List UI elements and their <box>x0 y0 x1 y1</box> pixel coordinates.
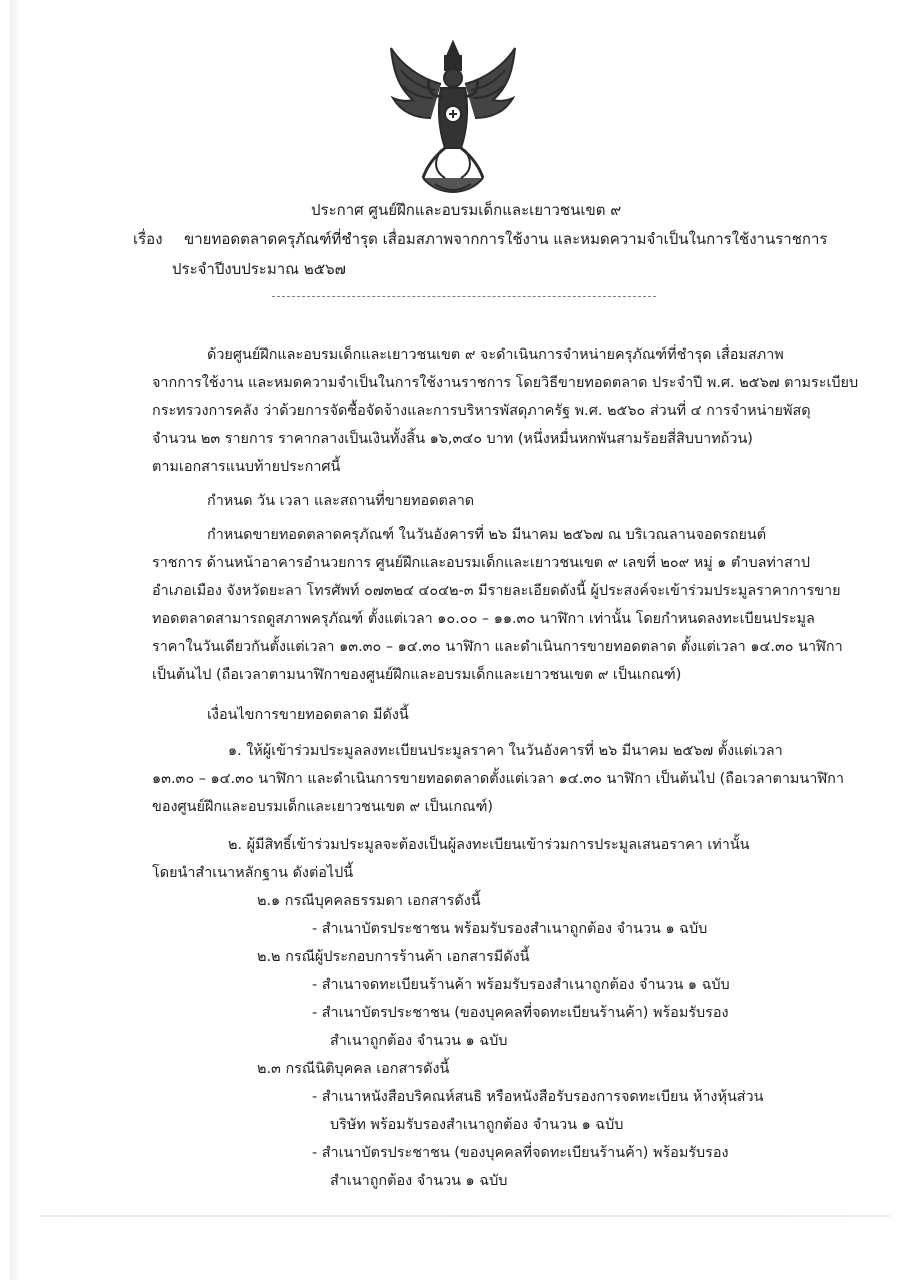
list-item: ๒.๑ กรณีบุคคลธรรมดา เอกสารดังนี้ <box>257 893 481 909</box>
body-line: อำเภอเมือง จังหวัดยะลา โทรศัพท์ ๐๗๓๒๔ ๔๐๔๒-๓ มีรายละเอียดดังนี้ ผู้ประสงค์จะเข้าร่วมประมูลราคาการขาย <box>152 583 841 599</box>
body-line: ๒. ผู้มีสิทธิ์เข้าร่วมประมูลจะต้องเป็นผู้ลงทะเบียนเข้าร่วมการประมูลเสนอราคา เท่านั้น <box>228 837 750 853</box>
list-item: ๒.๒ กรณีผู้ประกอบการร้านค้า เอกสารมีดังนี้ <box>257 949 530 965</box>
list-item: สำเนาถูกต้อง จำนวน ๑ ฉบับ <box>330 1173 508 1189</box>
body-line: ราชการ ด้านหน้าอาคารอำนวยการ ศูนย์ฝึกและอบรมเด็กและเยาวชนเขต ๙ เลขที่ ๒๐๙ หมู่ ๑ ตำบลท่าสาป <box>152 555 810 571</box>
separator-dashes <box>272 296 656 297</box>
body-line: ของศูนย์ฝึกและอบรมเด็กและเยาวชนเขต ๙ เป็นเกณฑ์) <box>152 799 494 815</box>
list-item: บริษัท พร้อมรับรองสำเนาถูกต้อง จำนวน ๑ ฉบับ <box>330 1117 624 1133</box>
subject-line-2: ประจำปีงบประมาณ ๒๕๖๗ <box>172 260 346 278</box>
list-item: สำเนาถูกต้อง จำนวน ๑ ฉบับ <box>330 1033 508 1049</box>
garuda-emblem-icon <box>383 38 523 196</box>
body-line: ด้วยศูนย์ฝึกและอบรมเด็กและเยาวชนเขต ๙ จะดำเนินการจำหน่ายครุภัณฑ์ที่ชำรุด เสื่อมสภาพ <box>207 347 784 363</box>
section-heading: กำหนด วัน เวลา และสถานที่ขายทอดตลาด <box>207 493 475 509</box>
body-line: ราคาในวันเดียวกันตั้งแต่เวลา ๑๓.๓๐ – ๑๔.๓๐ นาฬิกา และดำเนินการขายทอดตลาด ตั้งแต่เวลา ๑๔.๓๐ นาฬิกา <box>152 639 843 655</box>
subject-label: เรื่อง <box>133 230 163 248</box>
body-line: ตามเอกสารแนบท้ายประกาศนี้ <box>152 459 341 475</box>
scan-left-edge <box>10 0 20 1280</box>
body-line: ๑๓.๓๐ – ๑๔.๓๐ นาฬิกา และดำเนินการขายทอดตลาดตั้งแต่เวลา ๑๔.๓๐ นาฬิกา เป็นต้นไป (ถือเวลาตามนาฬิกา <box>152 771 844 787</box>
body-line: กระทรวงการคลัง ว่าด้วยการจัดซื้อจัดจ้างและการบริหารพัสดุภาครัฐ พ.ศ. ๒๕๖๐ ส่วนที่ ๔ การจำหน่ายพัสดุ <box>152 403 811 419</box>
body-line: กำหนดขายทอดตลาดครุภัณฑ์ ในวันอังคารที่ ๒๖ มีนาคม ๒๕๖๗ ณ บริเวณลานจอดรถยนต์ <box>207 527 767 543</box>
announcement-title: ประกาศ ศูนย์ฝึกและอบรมเด็กและเยาวชนเขต ๙ <box>311 201 622 219</box>
list-item: - สำเนาจดทะเบียนร้านค้า พร้อมรับรองสำเนาถูกต้อง จำนวน ๑ ฉบับ <box>312 977 730 993</box>
body-line: ๑. ให้ผู้เข้าร่วมประมูลลงทะเบียนประมูลราคา ในวันอังคารที่ ๒๖ มีนาคม ๒๕๖๗ ตั้งแต่เวลา <box>228 743 783 759</box>
body-line: จำนวน ๒๓ รายการ ราคากลางเป็นเงินทั้งสิ้น ๑๖,๓๔๐ บาท (หนึ่งหมื่นหกพันสามร้อยสี่สิบบาทถ้วน) <box>152 431 753 447</box>
list-item: - สำเนาบัตรประชาชน (ของบุคคลที่จดทะเบียนร้านค้า) พร้อมรับรอง <box>312 1005 729 1021</box>
list-item: ๒.๓ กรณีนิติบุคคล เอกสารดังนี้ <box>257 1061 450 1077</box>
body-line: จากการใช้งาน และหมดความจำเป็นในการใช้งานราชการ โดยวิธีขายทอดตลาด ประจำปี พ.ศ. ๒๕๖๗ ตามระเบียบ <box>152 375 859 391</box>
scan-bottom-edge <box>40 1215 890 1217</box>
section-heading: เงื่อนไขการขายทอดตลาด มีดังนี้ <box>207 707 409 723</box>
list-item: - สำเนาบัตรประชาชน (ของบุคคลที่จดทะเบียนร้านค้า) พร้อมรับรอง <box>312 1145 729 1161</box>
body-line: ทอดตลาดสามารถดูสภาพครุภัณฑ์ ตั้งแต่เวลา ๑๐.๐๐ – ๑๑.๓๐ นาฬิกา เท่านั้น โดยกำหนดลงทะเบียนประมูล <box>152 611 815 627</box>
body-line: เป็นต้นไป (ถือเวลาตามนาฬิกาของศูนย์ฝึกและอบรมเด็กและเยาวชนเขต ๙ เป็นเกณฑ์) <box>152 667 682 683</box>
subject-line-1: ขายทอดตลาดครุภัณฑ์ที่ชำรุด เสื่อมสภาพจากการใช้งาน และหมดความจำเป็นในการใช้งานราชการ <box>184 230 828 248</box>
body-line: โดยนำสำเนาหลักฐาน ดังต่อไปนี้ <box>152 865 354 881</box>
list-item: - สำเนาบัตรประชาชน พร้อมรับรองสำเนาถูกต้อง จำนวน ๑ ฉบับ <box>312 921 708 937</box>
list-item: - สำเนาหนังสือบริคณห์สนธิ หรือหนังสือรับรองการจดทะเบียน ห้างหุ้นส่วน <box>312 1089 764 1105</box>
